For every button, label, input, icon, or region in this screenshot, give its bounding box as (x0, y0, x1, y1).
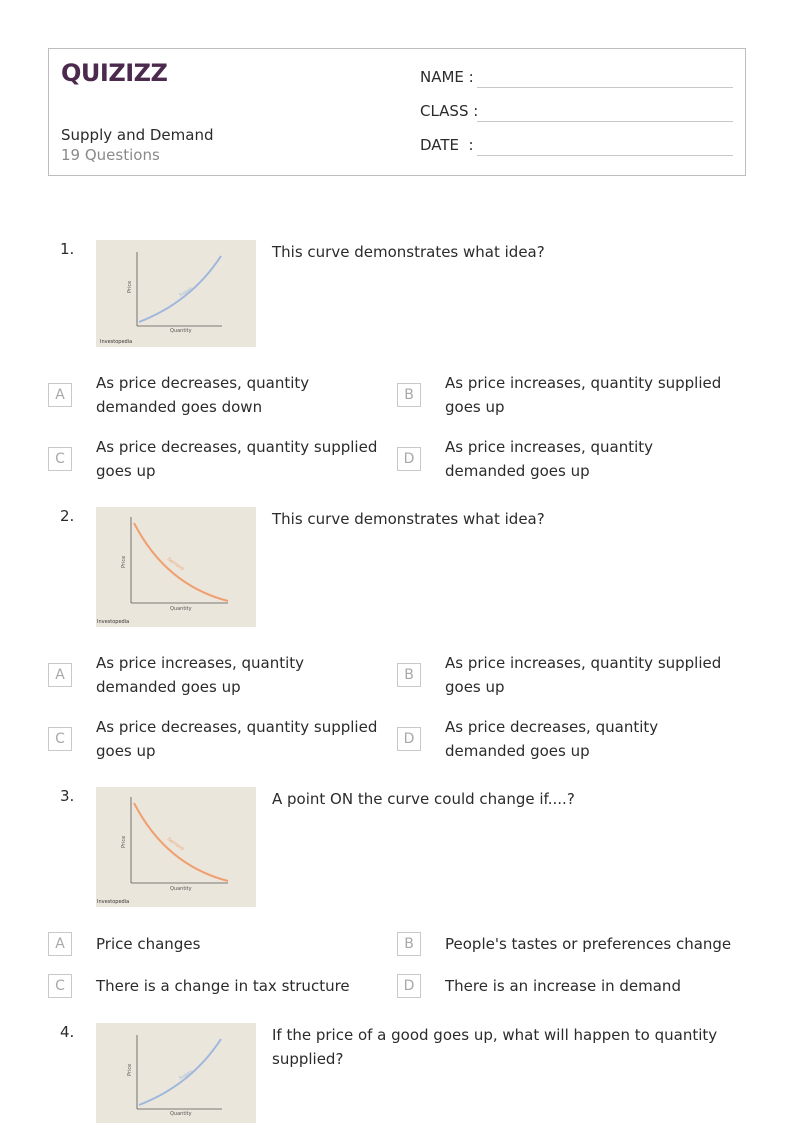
quizizz-logo: QUIZIZZ (61, 59, 168, 87)
option-text: As price decreases, quantity demanded goes down (96, 374, 310, 416)
option-letter: D (397, 447, 421, 471)
option-text: As price decreases, quantity demanded goes up (445, 718, 659, 760)
option-text: As price increases, quantity demanded goes up (96, 654, 305, 696)
option-text: As price decreases, quantity supplied goes up (96, 718, 378, 760)
option-text: As price increases, quantity supplied goes up (445, 654, 722, 696)
option-text: There is a change in tax structure (96, 977, 350, 995)
curve-label: Demand (165, 837, 185, 853)
axis-label-x: Quantity (170, 1111, 192, 1117)
question-text: A point ON the curve could change if....? (272, 790, 575, 808)
name-line[interactable] (477, 87, 733, 88)
option-text: As price increases, quantity demanded goes up (445, 438, 654, 480)
axis-label-y: Price (121, 555, 127, 568)
demand-graph (96, 787, 256, 907)
class-line[interactable] (477, 121, 733, 122)
option-text: As price decreases, quantity supplied goes up (96, 438, 378, 480)
demand-graph-image (96, 787, 256, 907)
date-label: DATE : (420, 136, 474, 154)
question-count: 19 Questions (61, 146, 160, 164)
option-letter: C (48, 974, 72, 998)
axis-label-x: Quantity (170, 606, 192, 612)
option-letter: B (397, 663, 421, 687)
axis-label-y: Price (127, 280, 133, 293)
curve-label: Demand (165, 557, 185, 573)
option-text: Price changes (96, 935, 201, 953)
question-number: 3. (60, 787, 75, 805)
option-text: People's tastes or preferences change (445, 935, 732, 953)
option-letter: A (48, 932, 72, 956)
option-letter: A (48, 383, 72, 407)
option-letter: D (397, 727, 421, 751)
name-label: NAME : (420, 68, 474, 86)
date-line[interactable] (477, 155, 733, 156)
option-letter: B (397, 383, 421, 407)
graph-credit: Investopedia (97, 619, 130, 625)
option-text: There is an increase in demand (445, 977, 681, 995)
demand-graph (96, 507, 256, 627)
option-letter: C (48, 447, 72, 471)
question-text: This curve demonstrates what idea? (272, 243, 545, 261)
axis-label-y: Price (127, 1063, 133, 1076)
supply-graph (96, 1023, 256, 1123)
axis-label-x: Quantity (170, 886, 192, 892)
class-label: CLASS : (420, 102, 479, 120)
graph-credit: Investopedia (97, 899, 130, 905)
demand-graph-image (96, 507, 256, 627)
curve-label: Supply (178, 1069, 195, 1082)
worksheet-title: Supply and Demand (61, 126, 214, 144)
axis-label-x: Quantity (170, 328, 192, 334)
question-number: 2. (60, 507, 75, 525)
graph-credit: Investopedia (100, 339, 133, 345)
supply-graph-image (96, 1023, 256, 1123)
curve-label: Supply (178, 286, 195, 299)
question-text: If the price of a good goes up, what will happen to quantity supplied? (272, 1026, 718, 1068)
supply-graph-image (96, 240, 256, 347)
supply-graph (96, 240, 256, 347)
question-text: This curve demonstrates what idea? (272, 510, 545, 528)
option-letter: D (397, 974, 421, 998)
option-text: As price increases, quantity supplied goes up (445, 374, 722, 416)
question-number: 4. (60, 1023, 75, 1041)
option-letter: B (397, 932, 421, 956)
option-letter: C (48, 727, 72, 751)
worksheet-header (48, 48, 746, 176)
option-letter: A (48, 663, 72, 687)
question-number: 1. (60, 240, 75, 258)
axis-label-y: Price (121, 835, 127, 848)
